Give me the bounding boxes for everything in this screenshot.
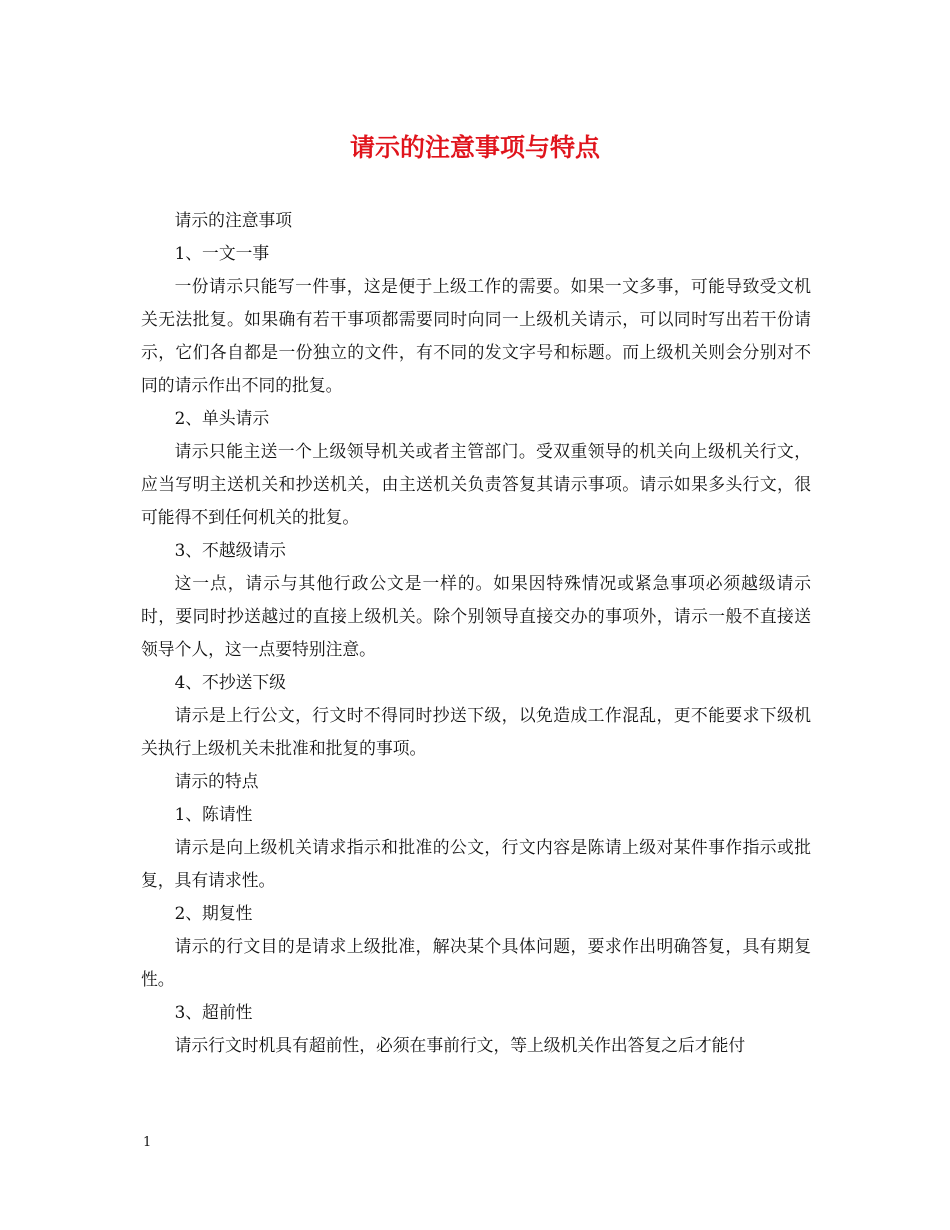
page-number: 1 xyxy=(143,1135,152,1150)
body-paragraph: 一份请示只能写一件事，这是便于上级工作的需要。如果一文多事，可能导致受文机关无法批复。如果确有若干事项都需要同时向同一上级机关请示，可以同时写出若干份请示，它们各自都是一份独立的文件，有不同的发文字号和标题。而上级机关则会分别对不同的请示作出不同的批复。 xyxy=(141,276,811,395)
body-paragraph: 请示的行文目的是请求上级批准，解决某个具体问题，要求作出明确答复，具有期复性。 xyxy=(141,936,811,989)
document-body xyxy=(141,204,811,1062)
body-paragraph: 1、一文一事 xyxy=(174,243,270,263)
body-paragraph: 请示行文时机具有超前性，必须在事前行文，等上级机关作出答复之后才能付 xyxy=(174,1035,746,1055)
body-paragraph: 请示是上行公文，行文时不得同时抄送下级，以免造成工作混乱，更不能要求下级机关执行上级机关未批准和批复的事项。 xyxy=(141,705,811,758)
body-paragraph: 3、超前性 xyxy=(174,1002,253,1022)
body-paragraph: 3、不越级请示 xyxy=(174,540,286,560)
body-paragraph: 请示只能主送一个上级领导机关或者主管部门。受双重领导的机关向上级机关行文，应当写明主送机关和抄送机关，由主送机关负责答复其请示事项。请示如果多头行文，很可能得不到任何机关的批复。 xyxy=(141,441,811,527)
body-paragraph: 2、单头请示 xyxy=(174,408,270,428)
body-paragraph: 请示的注意事项 xyxy=(174,210,293,230)
body-paragraph: 1、陈请性 xyxy=(174,804,253,824)
body-paragraph: 4、不抄送下级 xyxy=(174,672,286,692)
body-paragraph: 请示的特点 xyxy=(174,771,259,791)
document-title: 请示的注意事项与特点 xyxy=(349,133,600,162)
body-paragraph: 2、期复性 xyxy=(174,903,253,923)
body-paragraph: 这一点，请示与其他行政公文是一样的。如果因特殊情况或紧急事项必须越级请示时，要同时抄送越过的直接上级机关。除个别领导直接交办的事项外，请示一般不直接送领导个人，这一点要特别注意。 xyxy=(141,573,811,659)
body-paragraph: 请示是向上级机关请求指示和批准的公文，行文内容是陈请上级对某件事作指示或批复，具有请求性。 xyxy=(141,837,811,890)
